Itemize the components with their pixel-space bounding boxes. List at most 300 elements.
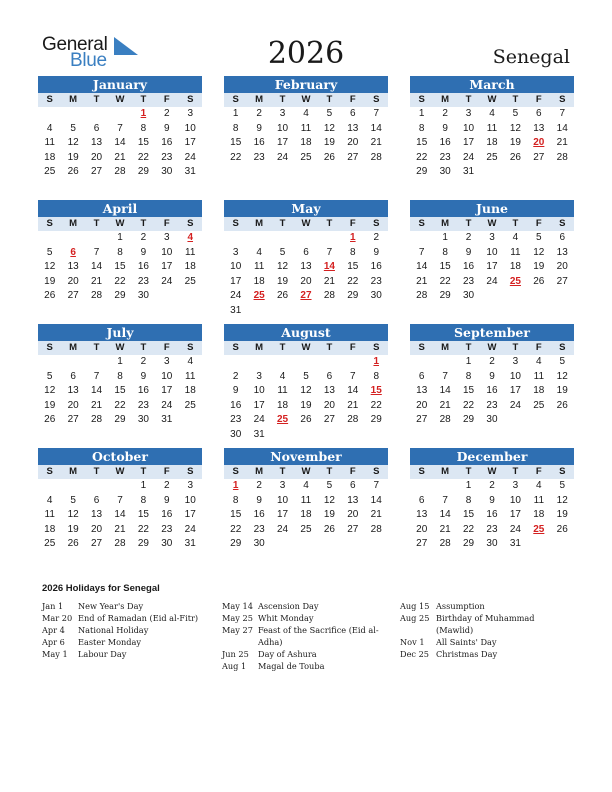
week-row bbox=[224, 494, 388, 509]
day-cell: 12 bbox=[300, 385, 312, 396]
day-cell: 2 bbox=[232, 370, 239, 382]
day-cell: 16 bbox=[137, 385, 149, 396]
day-cell: 1 bbox=[373, 356, 380, 367]
day-cell: 24 bbox=[462, 151, 475, 163]
day-cell: 27 bbox=[347, 523, 359, 535]
day-cell: 6 bbox=[418, 494, 425, 506]
day-cell: 15 bbox=[137, 137, 149, 148]
day-cell: 8 bbox=[232, 122, 239, 134]
day-cell bbox=[38, 355, 61, 370]
day-cell: 13 bbox=[90, 509, 103, 520]
day-cell: 17 bbox=[184, 137, 196, 148]
day-cell: 9 bbox=[256, 122, 262, 134]
day-cell: 1 bbox=[465, 356, 472, 367]
day-cell: 18 bbox=[509, 261, 521, 272]
day-cell bbox=[271, 355, 294, 370]
month-title: July bbox=[38, 324, 202, 341]
weekday-label: T bbox=[279, 94, 286, 105]
day-cell: 16 bbox=[370, 261, 382, 272]
day-cell bbox=[38, 231, 61, 246]
weekday-label: S bbox=[46, 218, 53, 229]
day-cell: 19 bbox=[556, 385, 568, 396]
holiday-date: Aug 15 bbox=[400, 601, 430, 611]
day-cell: 28 bbox=[439, 538, 451, 549]
day-cell: 17 bbox=[161, 385, 173, 396]
day-cell: 2 bbox=[256, 480, 262, 491]
day-cell: 6 bbox=[559, 232, 566, 243]
day-cell bbox=[341, 304, 364, 319]
day-cell: 21 bbox=[90, 275, 103, 287]
day-cell: 9 bbox=[373, 246, 380, 258]
day-cell: 14 bbox=[90, 261, 103, 272]
day-cell bbox=[155, 289, 178, 304]
day-cell: 30 bbox=[486, 538, 498, 549]
month-july bbox=[38, 324, 202, 428]
weekday-label: S bbox=[187, 466, 194, 477]
holiday-name: Assumption bbox=[436, 601, 485, 611]
day-cell: 3 bbox=[187, 108, 194, 119]
weekday-label: T bbox=[326, 218, 333, 229]
weekday-label: M bbox=[255, 466, 264, 477]
day-cell: 21 bbox=[114, 523, 126, 535]
day-cell bbox=[271, 304, 294, 319]
week-row bbox=[410, 523, 574, 538]
holidays-title: 2026 Holidays for Senegal bbox=[42, 583, 160, 594]
month-september bbox=[410, 324, 574, 428]
day-cell: 14 bbox=[416, 261, 428, 272]
week-row bbox=[38, 246, 202, 261]
weekday-header-row bbox=[224, 341, 388, 355]
day-cell: 9 bbox=[256, 494, 262, 506]
day-cell: 19 bbox=[276, 275, 289, 287]
day-cell: 27 bbox=[67, 414, 79, 425]
day-cell bbox=[271, 428, 294, 443]
day-cell: 13 bbox=[416, 509, 428, 520]
week-row bbox=[410, 260, 574, 275]
day-cell: 3 bbox=[489, 232, 495, 243]
day-cell: 4 bbox=[536, 356, 542, 367]
weekday-label: S bbox=[232, 218, 239, 229]
day-cell bbox=[480, 165, 503, 180]
day-cell: 29 bbox=[439, 290, 451, 301]
day-cell: 30 bbox=[161, 166, 173, 177]
day-cell: 15 bbox=[137, 509, 149, 520]
day-cell: 4 bbox=[512, 232, 519, 243]
day-cell: 10 bbox=[276, 494, 289, 506]
day-cell: 28 bbox=[90, 414, 103, 425]
day-cell: 26 bbox=[67, 166, 79, 177]
day-cell: 20 bbox=[90, 151, 103, 163]
month-title: October bbox=[38, 448, 202, 465]
day-cell bbox=[527, 537, 550, 552]
day-cell: 25 bbox=[253, 290, 265, 301]
day-cell: 5 bbox=[512, 108, 519, 119]
day-cell: 12 bbox=[533, 246, 545, 258]
weekday-label: F bbox=[163, 218, 170, 229]
month-title: January bbox=[38, 76, 202, 93]
day-cell bbox=[294, 304, 317, 319]
week-row bbox=[224, 260, 388, 275]
week-row bbox=[410, 289, 574, 304]
day-cell: 6 bbox=[350, 108, 356, 119]
week-row bbox=[410, 479, 574, 494]
holiday-item bbox=[400, 612, 572, 636]
day-cell: 28 bbox=[370, 151, 382, 163]
day-cell: 23 bbox=[253, 151, 265, 163]
weekday-label: T bbox=[140, 94, 147, 105]
day-cell: 24 bbox=[486, 275, 498, 287]
day-cell: 10 bbox=[184, 494, 196, 506]
day-cell bbox=[247, 304, 270, 319]
day-cell: 6 bbox=[303, 246, 309, 258]
weekday-label: S bbox=[418, 94, 425, 105]
week-row bbox=[410, 508, 574, 523]
day-cell bbox=[504, 413, 527, 428]
day-cell: 9 bbox=[140, 246, 147, 258]
day-cell: 24 bbox=[509, 523, 521, 535]
day-cell: 26 bbox=[44, 414, 56, 425]
weekday-label: S bbox=[187, 218, 194, 229]
day-cell bbox=[61, 107, 84, 122]
day-cell: 21 bbox=[114, 151, 126, 163]
day-cell: 17 bbox=[509, 385, 521, 396]
day-cell: 4 bbox=[489, 108, 495, 119]
day-cell: 22 bbox=[416, 151, 428, 163]
day-cell: 9 bbox=[442, 122, 448, 134]
weekday-label: S bbox=[46, 342, 53, 353]
day-cell: 21 bbox=[347, 399, 359, 411]
day-cell: 14 bbox=[439, 385, 451, 396]
holiday-name: Labour Day bbox=[78, 649, 127, 659]
day-cell: 5 bbox=[536, 232, 542, 243]
week-row bbox=[410, 165, 574, 180]
week-row bbox=[38, 231, 202, 246]
month-august bbox=[224, 324, 388, 442]
day-cell: 20 bbox=[347, 509, 359, 520]
weekday-label: S bbox=[373, 342, 380, 353]
day-cell: 7 bbox=[93, 370, 100, 382]
day-cell: 24 bbox=[276, 523, 289, 535]
day-cell: 20 bbox=[300, 275, 312, 287]
holiday-item bbox=[222, 648, 387, 660]
holiday-date: Mar 20 bbox=[42, 613, 73, 623]
day-cell: 2 bbox=[489, 356, 495, 367]
day-cell bbox=[294, 231, 317, 246]
day-cell: 25 bbox=[533, 523, 545, 535]
day-cell: 15 bbox=[439, 261, 451, 272]
day-cell: 24 bbox=[230, 290, 242, 301]
day-cell bbox=[341, 428, 364, 443]
day-cell: 22 bbox=[137, 523, 149, 535]
day-cell: 30 bbox=[137, 290, 149, 301]
holiday-name: Feast of the Sacrifice (Eid al-Adha) bbox=[258, 625, 379, 647]
day-cell: 26 bbox=[300, 414, 312, 425]
weekday-label: F bbox=[535, 218, 542, 229]
day-cell: 30 bbox=[161, 538, 173, 549]
week-row bbox=[38, 107, 202, 122]
day-cell: 8 bbox=[232, 494, 239, 506]
day-cell: 28 bbox=[370, 523, 382, 535]
weekday-label: M bbox=[69, 94, 78, 105]
week-row bbox=[38, 413, 202, 428]
day-cell: 12 bbox=[323, 122, 335, 134]
week-row bbox=[224, 275, 388, 290]
day-cell: 11 bbox=[44, 137, 55, 148]
day-cell: 7 bbox=[350, 370, 356, 382]
day-cell: 22 bbox=[137, 151, 149, 163]
day-cell: 9 bbox=[164, 122, 170, 134]
day-cell: 30 bbox=[439, 166, 451, 177]
week-row bbox=[224, 537, 388, 552]
day-cell: 26 bbox=[44, 290, 56, 301]
day-cell: 30 bbox=[462, 290, 475, 301]
day-cell bbox=[61, 355, 84, 370]
weekday-label: F bbox=[535, 342, 542, 353]
day-cell: 20 bbox=[67, 275, 79, 287]
week-row bbox=[410, 370, 574, 385]
day-cell: 13 bbox=[90, 137, 103, 148]
day-cell: 17 bbox=[462, 137, 475, 148]
week-row bbox=[410, 399, 574, 414]
day-cell: 23 bbox=[439, 151, 451, 163]
day-cell: 8 bbox=[373, 370, 380, 382]
weekday-label: M bbox=[441, 466, 450, 477]
month-title: May bbox=[224, 200, 388, 217]
day-cell: 29 bbox=[416, 166, 428, 177]
weekday-label: M bbox=[441, 218, 450, 229]
day-cell bbox=[318, 428, 341, 443]
day-cell: 5 bbox=[303, 370, 309, 382]
weekday-label: S bbox=[373, 466, 380, 477]
calendar-country: Senegal bbox=[492, 46, 570, 68]
day-cell: 23 bbox=[161, 523, 173, 535]
weekday-label: M bbox=[255, 342, 264, 353]
day-cell: 16 bbox=[137, 261, 149, 272]
week-row bbox=[224, 136, 388, 151]
week-row bbox=[38, 355, 202, 370]
day-cell: 10 bbox=[184, 122, 196, 134]
weekday-label: T bbox=[93, 466, 100, 477]
day-cell: 18 bbox=[276, 399, 289, 411]
week-row bbox=[410, 151, 574, 166]
week-row bbox=[410, 107, 574, 122]
month-may bbox=[224, 200, 388, 318]
day-cell: 21 bbox=[439, 399, 451, 411]
day-cell: 10 bbox=[161, 246, 173, 258]
week-row bbox=[410, 275, 574, 290]
holiday-date: May 1 bbox=[42, 649, 68, 659]
day-cell: 24 bbox=[161, 275, 173, 287]
day-cell: 27 bbox=[533, 151, 545, 163]
holiday-name: Whit Monday bbox=[258, 613, 314, 623]
day-cell bbox=[410, 231, 433, 246]
day-cell bbox=[341, 355, 364, 370]
week-row bbox=[224, 370, 388, 385]
day-cell: 12 bbox=[509, 122, 521, 134]
day-cell: 15 bbox=[114, 261, 126, 272]
day-cell: 1 bbox=[465, 480, 472, 491]
day-cell: 8 bbox=[418, 122, 425, 134]
month-title: December bbox=[410, 448, 574, 465]
weekday-label: T bbox=[140, 218, 147, 229]
weekday-label: F bbox=[163, 94, 170, 105]
day-cell: 15 bbox=[370, 385, 382, 396]
day-cell bbox=[85, 479, 108, 494]
day-cell: 13 bbox=[347, 122, 359, 134]
day-cell: 31 bbox=[161, 414, 173, 425]
day-cell: 22 bbox=[462, 523, 475, 535]
month-title: August bbox=[224, 324, 388, 341]
day-cell bbox=[551, 413, 574, 428]
day-cell: 31 bbox=[184, 166, 196, 177]
weekday-label: F bbox=[163, 466, 170, 477]
weekday-header-row bbox=[38, 93, 202, 107]
day-cell: 8 bbox=[140, 122, 147, 134]
holiday-item bbox=[222, 612, 387, 624]
weekday-label: M bbox=[255, 94, 264, 105]
day-cell: 9 bbox=[140, 370, 147, 382]
day-cell: 13 bbox=[323, 385, 335, 396]
day-cell: 7 bbox=[117, 494, 123, 506]
weekday-label: W bbox=[487, 94, 497, 105]
holiday-item bbox=[42, 612, 212, 624]
logo-text-blue: Blue bbox=[70, 50, 107, 71]
day-cell: 5 bbox=[46, 246, 53, 258]
day-cell: 27 bbox=[556, 275, 568, 287]
day-cell: 14 bbox=[556, 122, 568, 134]
day-cell: 16 bbox=[161, 137, 173, 148]
weekday-label: T bbox=[512, 94, 519, 105]
day-cell: 28 bbox=[114, 166, 126, 177]
weekday-label: W bbox=[115, 218, 125, 229]
day-cell: 28 bbox=[439, 414, 451, 425]
weekday-label: S bbox=[418, 342, 425, 353]
day-cell: 25 bbox=[486, 151, 498, 163]
day-cell bbox=[341, 537, 364, 552]
week-row bbox=[224, 231, 388, 246]
weekday-label: T bbox=[93, 94, 100, 105]
day-cell: 24 bbox=[509, 399, 521, 411]
day-cell bbox=[294, 428, 317, 443]
week-row bbox=[410, 384, 574, 399]
day-cell bbox=[318, 355, 341, 370]
day-cell: 17 bbox=[276, 137, 289, 148]
day-cell: 18 bbox=[44, 151, 56, 163]
day-cell: 8 bbox=[140, 494, 147, 506]
day-cell: 20 bbox=[323, 399, 335, 411]
day-cell: 17 bbox=[276, 509, 289, 520]
day-cell: 13 bbox=[67, 385, 79, 396]
day-cell: 4 bbox=[256, 246, 262, 258]
day-cell: 25 bbox=[276, 414, 289, 425]
month-january bbox=[38, 76, 202, 180]
weekday-label: S bbox=[559, 94, 566, 105]
day-cell: 28 bbox=[323, 290, 335, 301]
week-row bbox=[224, 151, 388, 166]
day-cell: 24 bbox=[161, 399, 173, 411]
day-cell bbox=[224, 231, 247, 246]
weekday-label: S bbox=[187, 342, 194, 353]
weekday-header-row bbox=[410, 93, 574, 107]
day-cell: 21 bbox=[439, 523, 451, 535]
holiday-item bbox=[42, 636, 212, 648]
week-row bbox=[224, 304, 388, 319]
weekday-label: S bbox=[232, 342, 239, 353]
holiday-date: Nov 1 bbox=[400, 637, 425, 647]
day-cell: 14 bbox=[114, 509, 126, 520]
day-cell bbox=[480, 289, 503, 304]
day-cell bbox=[247, 355, 270, 370]
weekday-label: T bbox=[140, 466, 147, 477]
day-cell: 11 bbox=[185, 370, 196, 382]
day-cell: 16 bbox=[486, 509, 498, 520]
holiday-date: Aug 25 bbox=[400, 613, 430, 623]
day-cell: 18 bbox=[533, 509, 545, 520]
week-row bbox=[38, 494, 202, 509]
weekday-header-row bbox=[38, 341, 202, 355]
day-cell bbox=[85, 231, 108, 246]
day-cell: 1 bbox=[232, 480, 239, 491]
day-cell: 19 bbox=[323, 137, 335, 148]
day-cell: 12 bbox=[44, 261, 56, 272]
day-cell bbox=[61, 231, 84, 246]
day-cell: 4 bbox=[303, 480, 309, 491]
weekday-label: T bbox=[326, 94, 333, 105]
week-row bbox=[224, 399, 388, 414]
day-cell bbox=[271, 231, 294, 246]
weekday-label: F bbox=[349, 218, 356, 229]
day-cell: 30 bbox=[253, 538, 265, 549]
day-cell: 19 bbox=[509, 137, 521, 148]
month-title: February bbox=[224, 76, 388, 93]
day-cell: 19 bbox=[44, 399, 56, 411]
day-cell: 16 bbox=[253, 509, 265, 520]
weekday-header-row bbox=[224, 93, 388, 107]
day-cell bbox=[504, 165, 527, 180]
day-cell: 24 bbox=[184, 151, 196, 163]
day-cell: 10 bbox=[486, 246, 498, 258]
day-cell: 12 bbox=[44, 385, 56, 396]
day-cell: 24 bbox=[276, 151, 289, 163]
holiday-item bbox=[222, 660, 387, 672]
weekday-label: T bbox=[465, 218, 472, 229]
month-title: November bbox=[224, 448, 388, 465]
day-cell: 5 bbox=[70, 494, 76, 506]
day-cell: 6 bbox=[93, 122, 100, 134]
day-cell: 18 bbox=[253, 275, 265, 287]
day-cell: 10 bbox=[161, 370, 173, 382]
day-cell: 23 bbox=[253, 523, 265, 535]
day-cell: 4 bbox=[187, 356, 194, 367]
day-cell: 18 bbox=[533, 385, 545, 396]
day-cell: 27 bbox=[90, 538, 103, 549]
day-cell: 24 bbox=[184, 523, 196, 535]
day-cell: 16 bbox=[439, 137, 451, 148]
day-cell: 17 bbox=[161, 261, 173, 272]
day-cell: 5 bbox=[559, 356, 566, 367]
week-row bbox=[38, 523, 202, 538]
weekday-label: F bbox=[535, 466, 542, 477]
day-cell: 22 bbox=[114, 275, 126, 287]
day-cell bbox=[247, 231, 270, 246]
day-cell: 10 bbox=[230, 261, 242, 272]
day-cell: 3 bbox=[279, 108, 286, 119]
day-cell: 26 bbox=[556, 523, 568, 535]
day-cell: 18 bbox=[300, 137, 312, 148]
week-row bbox=[38, 479, 202, 494]
weekday-label: S bbox=[373, 218, 380, 229]
day-cell: 11 bbox=[185, 246, 196, 258]
